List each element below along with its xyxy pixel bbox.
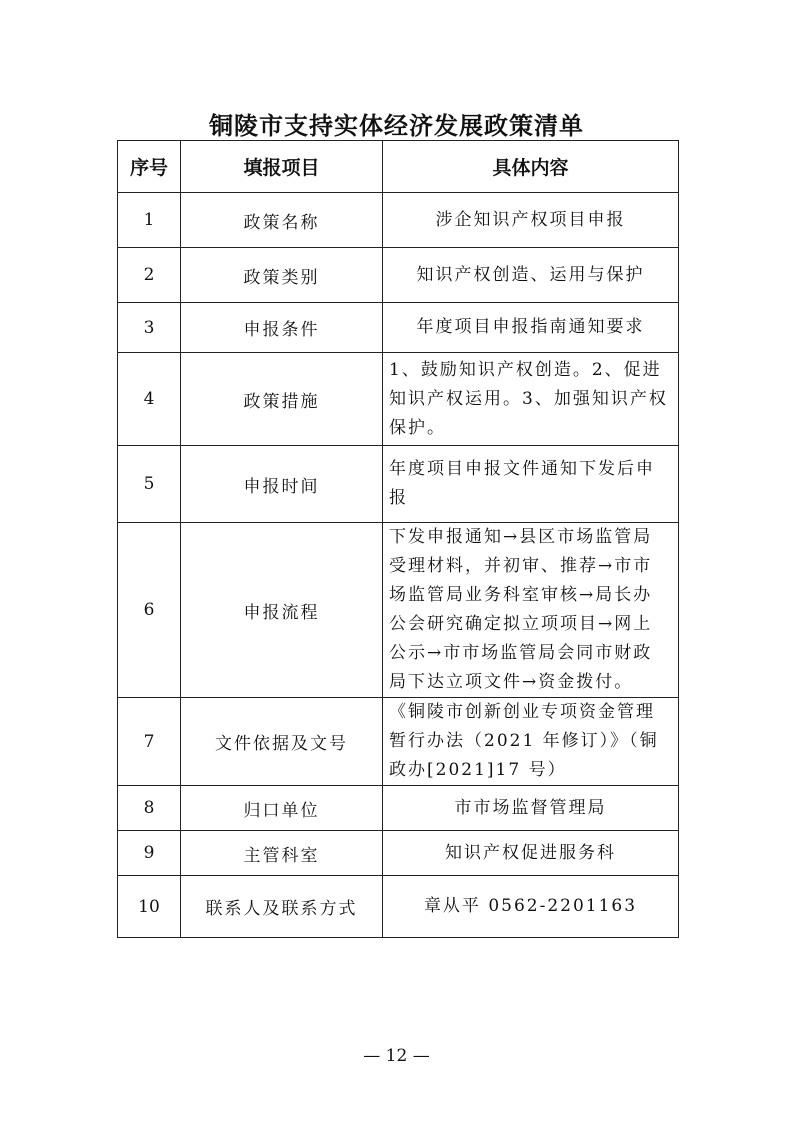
row-content: 市市场监督管理局 (383, 786, 679, 831)
row-item: 政策类别 (181, 248, 383, 303)
row-number: 10 (118, 876, 181, 938)
row-content: 年度项目申报指南通知要求 (383, 303, 679, 353)
row-number: 8 (118, 786, 181, 831)
row-number: 9 (118, 831, 181, 876)
header-no: 序号 (118, 141, 181, 193)
document-title: 铜陵市支持实体经济发展政策清单 (209, 111, 584, 140)
table-row (118, 831, 679, 876)
row-content: 下发申报通知→县区市场监管局 受理材料，并初审、推荐→市市 场监管局业务科室审核→局长办 公会研究确定拟立项项目→网上 公示→市市场监管局会同市财政 局下达立项文件→资金拨付。 (383, 523, 679, 698)
row-item: 申报流程 (181, 523, 383, 698)
header-content: 具体内容 (383, 141, 679, 193)
table-row (118, 303, 679, 353)
table-row (118, 523, 679, 698)
row-content: 涉企知识产权项目申报 (383, 193, 679, 248)
row-number: 4 (118, 353, 181, 446)
table-header-row (118, 141, 679, 193)
row-item: 归口单位 (181, 786, 383, 831)
table-row (118, 698, 679, 786)
page-number: — 12 — (363, 1046, 430, 1066)
row-content: 年度项目申报文件通知下发后申 报 (383, 446, 679, 523)
row-item: 申报时间 (181, 446, 383, 523)
row-number: 6 (118, 523, 181, 698)
row-content: 知识产权促进服务科 (383, 831, 679, 876)
table-row (118, 786, 679, 831)
table-row (118, 876, 679, 938)
row-item: 申报条件 (181, 303, 383, 353)
row-number: 2 (118, 248, 181, 303)
header-item: 填报项目 (181, 141, 383, 193)
row-content: 1、鼓励知识产权创造。2、促进 知识产权运用。3、加强知识产权 保护。 (383, 353, 679, 446)
table-row (118, 446, 679, 523)
row-content: 章从平 0562-2201163 (383, 876, 679, 938)
table-row (118, 353, 679, 446)
row-content: 《铜陵市创新创业专项资金管理 暂行办法（2021 年修订）》（铜 政办[2021]17 号） (383, 698, 679, 786)
policy-table (117, 140, 679, 938)
row-item: 主管科室 (181, 831, 383, 876)
table-row (118, 193, 679, 248)
row-item: 政策措施 (181, 353, 383, 446)
row-item: 文件依据及文号 (181, 698, 383, 786)
row-content: 知识产权创造、运用与保护 (383, 248, 679, 303)
row-item: 联系人及联系方式 (181, 876, 383, 938)
row-number: 3 (118, 303, 181, 353)
row-number: 5 (118, 446, 181, 523)
table-row (118, 248, 679, 303)
row-number: 7 (118, 698, 181, 786)
row-item: 政策名称 (181, 193, 383, 248)
row-number: 1 (118, 193, 181, 248)
